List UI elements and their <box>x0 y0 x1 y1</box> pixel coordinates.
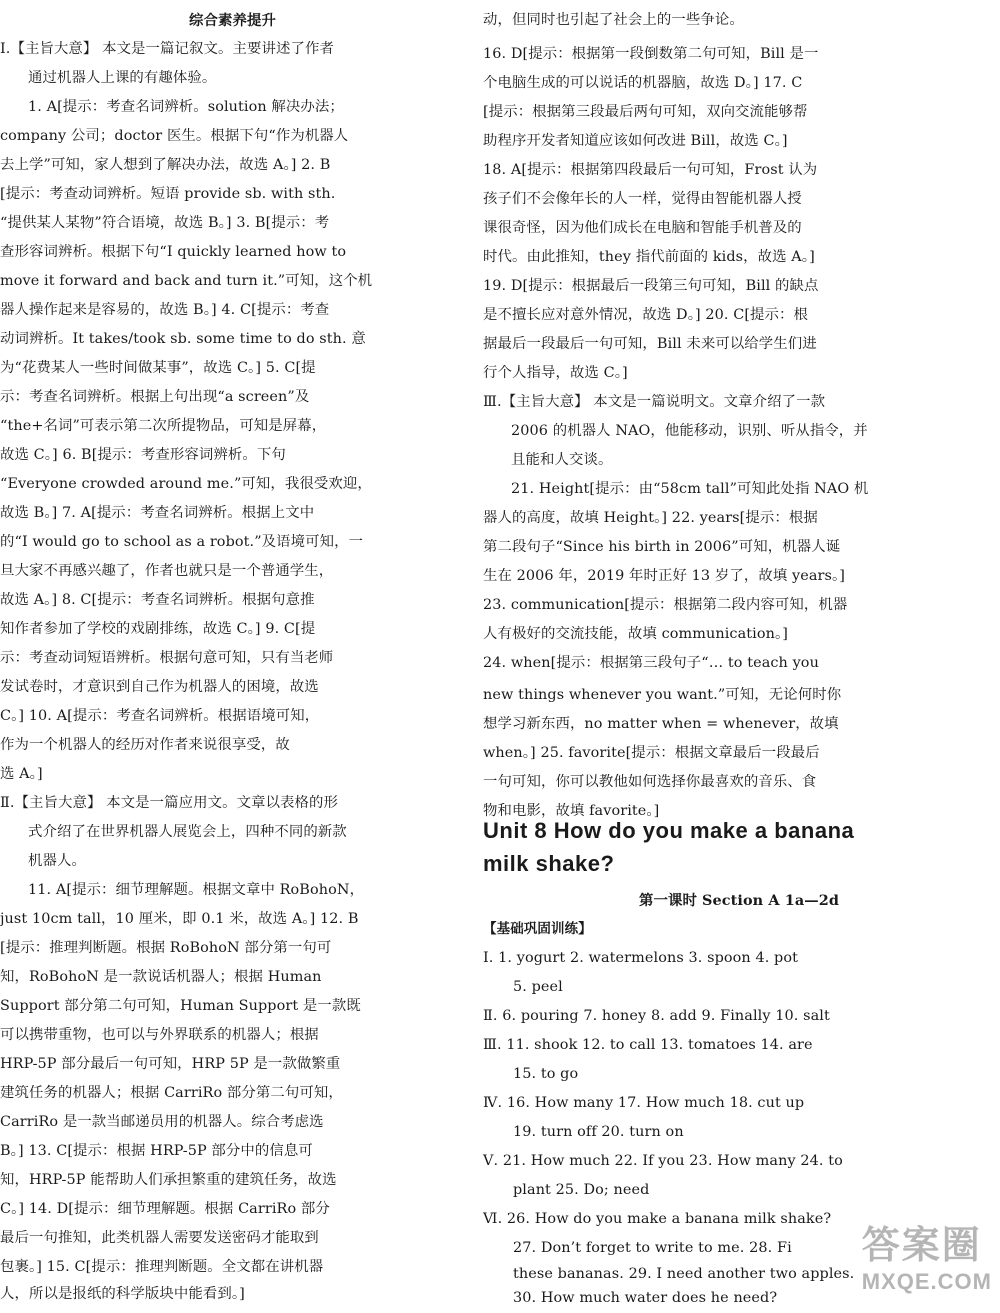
text-line: CarriRo 是一款当邮递员用的机器人。综合考虑选 <box>0 1114 324 1130</box>
text-line: 知，HRP-5P 能帮助人们承担繁重的建筑任务，故选 <box>0 1172 337 1188</box>
text-line: 故选 B。] 7. A[提示：考查名词辨析。根据上文中 <box>0 505 315 521</box>
text-line: 助程序开发者知道应该如何改进 Bill，故选 C。] <box>483 133 788 149</box>
text-line: 人，所以是报纸的科学版块中能看到。] <box>0 1286 245 1302</box>
text-line: move it forward and back and turn it.”可知，这个机 <box>0 273 373 289</box>
text-line: 11. A[提示：细节理解题。根据文章中 RoBohoN， <box>28 882 365 898</box>
text-line: 一句可知，你可以教他如何选择你最喜欢的音乐、食 <box>483 774 817 790</box>
text-line: [提示：根据第三段最后两句可知，双向交流能够帮 <box>483 104 808 120</box>
text-line: 查形容词辨析。根据下句“I quickly learned how to <box>0 244 347 260</box>
text-line: 故选 A。] 8. C[提示：考查名词辨析。根据句意推 <box>0 592 315 608</box>
watermark-logo <box>862 1214 992 1295</box>
text-line: 最后一句推知，此类机器人需要发送密码才能取到 <box>0 1230 319 1246</box>
answer-line: Ⅴ. 21. How much 22. If you 23. How many 24. to <box>483 1153 843 1169</box>
text-line: 18. A[提示：根据第四段最后一句可知，Frost 认为 <box>483 162 818 178</box>
text-line: Ⅲ.【主旨大意】 本文是一篇说明文。文章介绍了一款 <box>483 394 826 410</box>
subsection-title: 【基础巩固训练】 <box>483 921 592 937</box>
text-line: 人有极好的交流技能，故填 communication。] <box>483 626 788 642</box>
text-line: “提供某人某物”符合语境，故选 B。] 3. B[提示：考 <box>0 215 330 231</box>
text-line: 包裹。] 15. C[提示：推理判断题。全文都在讲机器 <box>0 1259 324 1275</box>
answer-line: 30. How much water does he need? <box>513 1290 778 1306</box>
text-line: when。] 25. favorite[提示：根据文章最后一段最后 <box>483 745 820 761</box>
text-line: 故选 C。] 6. B[提示：考查形容词辨析。下句 <box>0 447 286 463</box>
text-line: 去上学”可知，家人想到了解决办法，故选 A。] 2. B <box>0 157 331 173</box>
text-line: 行个人指导，故选 C。] <box>483 365 628 381</box>
text-line: 时代。由此推知，they 指代前面的 kids，故选 A。] <box>483 249 815 265</box>
text-line: “the+名词”可表示第二次所提物品，可知是屏幕， <box>0 418 327 434</box>
answer-line: Ⅵ. 26. How do you make a banana milk shake? <box>483 1211 832 1227</box>
watermark-url: MXQE.COM <box>861 1269 992 1294</box>
text-line: 想学习新东西，no matter when = whenever，故填 <box>483 716 839 732</box>
text-line: 孩子们不会像年长的人一样，觉得由智能机器人授 <box>483 191 802 207</box>
lesson-title: 第一课时 Section A 1a—2d <box>638 892 840 909</box>
unit-title: milk shake? <box>483 851 615 876</box>
text-line: 器人操作起来是容易的，故选 B。] 4. C[提示：考查 <box>0 302 330 318</box>
text-line: 为“花费某人一些时间做某事”，故选 C。] 5. C[提 <box>0 360 316 376</box>
answer-line: Ⅲ. 11. shook 12. to call 13. tomatoes 14. are <box>483 1037 813 1053</box>
watermark-text: 答案圈 <box>861 1225 982 1267</box>
text-line: 示：考查动词短语辨析。根据句意可知，只有当老师 <box>0 650 334 666</box>
section-title: 综合素养提升 <box>189 12 276 29</box>
text-line: 知作者参加了学校的戏剧排练，故选 C。] 9. C[提 <box>0 621 316 637</box>
text-line: new things whenever you want.”可知，无论何时你 <box>483 687 842 703</box>
text-line: 19. D[提示：根据最后一段第三句可知，Bill 的缺点 <box>483 278 819 294</box>
text-line: 选 A。] <box>0 766 43 782</box>
text-line: “Everyone crowded around me.”可知，我很受欢迎， <box>0 476 372 492</box>
text-line: 通过机器人上课的有趣体验。 <box>28 70 217 86</box>
text-line: 16. D[提示：根据第一段倒数第二句可知，Bill 是一 <box>483 46 819 62</box>
text-line: 2006 的机器人 NAO，他能移动，识别、听从指令，并 <box>511 423 868 439</box>
text-line: [提示：考查动词辨析。短语 provide sb. with sth. <box>0 186 336 202</box>
text-line: 发试卷时，才意识到自己作为机器人的困境，故选 <box>0 679 319 695</box>
text-line: 器人的高度，故填 Height。] 22. years[提示：根据 <box>483 510 818 526</box>
answer-line: 19. turn off 20. turn on <box>513 1124 684 1140</box>
text-line: just 10cm tall，10 厘米，即 0.1 米，故选 A。] 12. B <box>0 911 359 927</box>
text-line: [提示：推理判断题。根据 RoBohoN 部分第一句可 <box>0 940 332 956</box>
text-line: 示：考查名词辨析。根据上句出现“a screen”及 <box>0 389 310 405</box>
unit-title: Unit 8 How do you make a banana <box>483 818 855 843</box>
text-line: C。] 10. A[提示：考查名词辨析。根据语境可知， <box>0 708 320 724</box>
text-line: 机器人。 <box>28 853 86 869</box>
text-line: 24. when[提示：根据第三段句子“… to teach you <box>483 655 819 671</box>
answer-line: these bananas. 29. I need another two apples. <box>513 1266 855 1282</box>
text-line: 建筑任务的机器人；根据 CarriRo 部分第二句可知， <box>0 1085 343 1101</box>
text-line: HRP-5P 部分最后一句可知，HRP 5P 是一款做繁重 <box>0 1056 341 1072</box>
text-line: 课很奇怪，因为他们成长在电脑和智能手机普及的 <box>483 220 802 236</box>
text-line: 据最后一段最后一句可知，Bill 未来可以给学生们进 <box>483 336 817 352</box>
text-line: 可以携带重物，也可以与外界联系的机器人；根据 <box>0 1027 319 1043</box>
text-line: 21. Height[提示：由“58cm tall”可知此处指 NAO 机 <box>511 481 869 497</box>
text-line: 式介绍了在世界机器人展览会上，四种不同的新款 <box>28 824 347 840</box>
text-line: 是不擅长应对意外情况，故选 D。] 20. C[提示：根 <box>483 307 809 323</box>
text-line: 1. A[提示：考查名词辨析。solution 解决办法； <box>28 99 344 115</box>
text-line: Ⅱ.【主旨大意】 本文是一篇应用文。文章以表格的形 <box>0 795 339 811</box>
text-line: Support 部分第二句可知，Human Support 是一款既 <box>0 998 361 1014</box>
text-line: 生在 2006 年，2019 年时正好 13 岁了，故填 years。] <box>483 568 845 584</box>
text-line: 物和电影，故填 favorite。] <box>483 803 660 819</box>
text-line: 第二段句子“Since his birth in 2006”可知，机器人诞 <box>483 539 841 555</box>
text-line: 动，但同时也引起了社会上的一些争论。 <box>483 12 744 28</box>
text-line: 知，RoBohoN 是一款说话机器人；根据 Human <box>0 969 322 985</box>
text-line: C。] 14. D[提示：细节理解题。根据 CarriRo 部分 <box>0 1201 330 1217</box>
text-line: 23. communication[提示：根据第二段内容可知，机器 <box>483 597 848 613</box>
text-line: 作为一个机器人的经历对作者来说很享受，故 <box>0 737 290 753</box>
answer-line: plant 25. Do; need <box>513 1182 650 1198</box>
text-line: B。] 13. C[提示：根据 HRP-5P 部分中的信息可 <box>0 1143 313 1159</box>
text-line: 个电脑生成的可以说话的机器脑，故选 D。] 17. C <box>483 75 803 91</box>
text-line: 且能和人交谈。 <box>511 452 613 468</box>
text-line: 旦大家不再感兴趣了，作者也就只是一个普通学生， <box>0 563 334 579</box>
answer-line: Ⅳ. 16. How many 17. How much 18. cut up <box>483 1095 805 1111</box>
text-line: 的“I would go to school as a robot.”及语境可知，一 <box>0 534 364 550</box>
text-line: Ⅰ.【主旨大意】 本文是一篇记叙文。主要讲述了作者 <box>0 41 334 57</box>
answer-line: Ⅰ. 1. yogurt 2. watermelons 3. spoon 4. pot <box>483 950 799 966</box>
answer-line: 5. peel <box>513 979 563 995</box>
answer-line: 27. Don’t forget to write to me. 28. Fi <box>513 1240 792 1256</box>
text-line: company 公司；doctor 医生。根据下句“作为机器人 <box>0 128 349 144</box>
answer-line: Ⅱ. 6. pouring 7. honey 8. add 9. Finally 10. salt <box>483 1008 830 1024</box>
answer-line: 15. to go <box>513 1066 579 1082</box>
text-line: 动词辨析。It takes/took sb. some time to do sth. 意 <box>0 331 366 347</box>
